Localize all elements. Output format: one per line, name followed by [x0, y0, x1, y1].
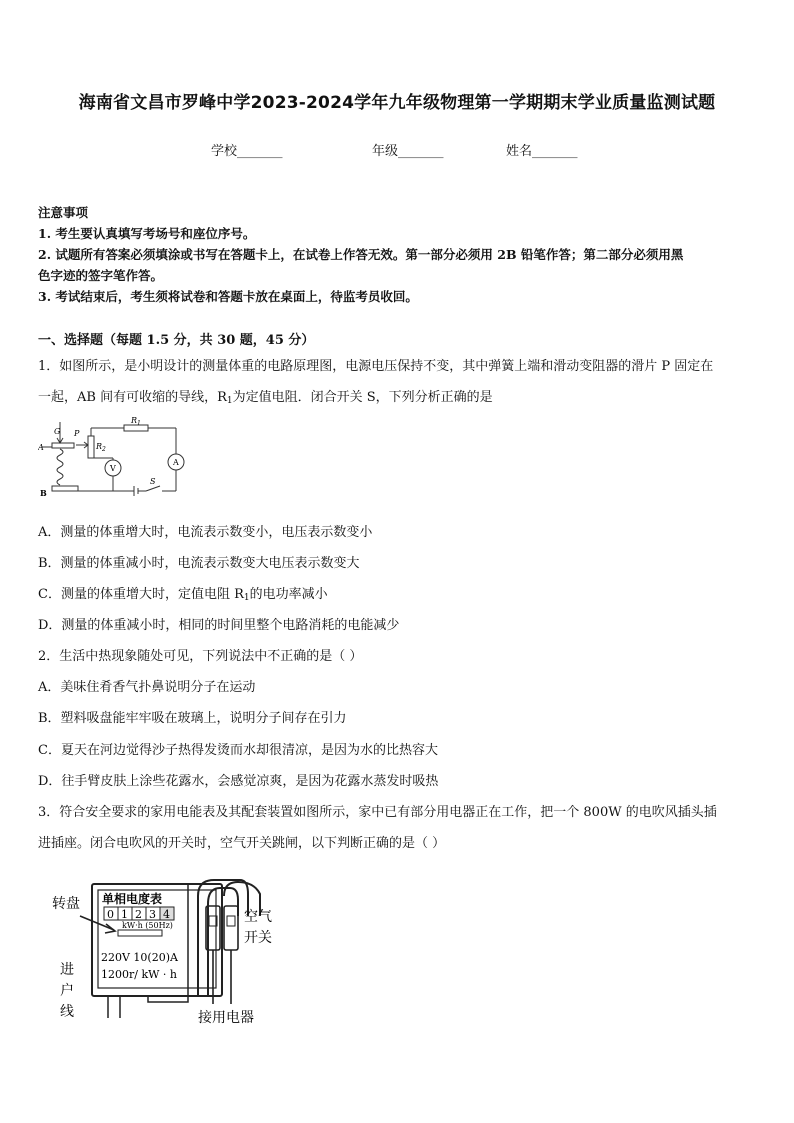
meter-digit: 4: [163, 908, 170, 921]
grade-field[interactable]: 年级_______: [372, 144, 444, 159]
label-B: B: [40, 488, 47, 498]
notice-heading: 注意事项: [38, 205, 89, 220]
school-field[interactable]: 学校_______: [211, 144, 283, 159]
q2-option-b[interactable]: B．塑料吸盘能牢牢吸在玻璃上，说明分子间存在引力: [38, 711, 347, 726]
q3-meter-figure: [48, 876, 278, 1030]
label-A: A: [38, 443, 44, 452]
notice-item: 色字迹的签字笔作答。: [38, 268, 164, 283]
q2-option-d[interactable]: D．往手臂皮肤上涂些花露水，会感觉凉爽，是因为花露水蒸发时吸热: [38, 774, 439, 789]
meter-digit: 1: [121, 908, 128, 921]
meter-digit: 2: [135, 908, 142, 921]
q1-option-d[interactable]: D．测量的体重减小时，相同的时间里整个电路消耗的电能减少: [38, 618, 400, 633]
label-R1: $R_1$: [131, 416, 141, 427]
section-heading: 一、选择题（每题 1.5 分，共 30 题，45 分）: [38, 333, 315, 348]
question-3-stem: 3．符合安全要求的家用电能表及其配套装置如图所示，家中已有部分用电器正在工作，把一个 800W 的电吹风插头插: [38, 805, 717, 820]
notice-item: 2. 试题所有答案必须填涂或书写在答题卡上，在试卷上作答无效。第一部分必须用 2B 铅笔作答；第二部分必须用黑: [38, 247, 684, 262]
meter-rating: 220V 10(20)A: [101, 951, 178, 964]
label-G: G: [54, 427, 61, 436]
question-3-stem-cont: 进插座。闭合电吹风的开关时，空气开关跳闸，以下判断正确的是（ ）: [38, 836, 446, 851]
meter-digit: 0: [107, 908, 114, 921]
meter-digit: 3: [149, 908, 156, 921]
appliance-label: 接用电器: [198, 1010, 254, 1026]
q1-option-a[interactable]: A．测量的体重增大时，电流表示数变小，电压表示数变小: [38, 525, 373, 540]
turntable-label: 转盘: [52, 896, 80, 912]
meter-unit: kW·h (50Hz): [122, 921, 173, 930]
exam-title: 海南省文昌市罗峰中学2023-2024学年九年级物理第一学期期末学业质量监测试题: [78, 93, 716, 113]
q1-circuit-diagram: [38, 416, 188, 502]
question-2-stem: 2．生活中热现象随处可见，下列说法中不正确的是（ ）: [38, 649, 363, 664]
q2-option-c[interactable]: C．夏天在河边觉得沙子热得发烫而水却很清凉，是因为水的比热容大: [38, 743, 438, 758]
question-1-stem: 1．如图所示，是小明设计的测量体重的电路原理图，电源电压保持不变，其中弹簧上端和滑动变阻器的滑片 P 固定在: [38, 359, 714, 374]
notice-item: 3. 考试结束后，考生须将试卷和答题卡放在桌面上，待监考员收回。: [38, 289, 418, 304]
meter-title: 单相电度表: [102, 892, 163, 906]
label-R2: $R_2$: [96, 442, 106, 453]
incoming-line-label: 线: [60, 1004, 74, 1020]
air-switch-label: 开关: [244, 930, 272, 946]
meter-constant: 1200r/ kW · h: [101, 968, 178, 981]
air-switch-label: 空气: [244, 909, 272, 925]
q2-option-a[interactable]: A．美味住肴香气扑鼻说明分子在运动: [38, 680, 256, 695]
name-field[interactable]: 姓名_______: [506, 144, 578, 159]
ammeter-label: A: [173, 458, 179, 467]
voltmeter-label: V: [110, 464, 116, 473]
notice-item: 1. 考生要认真填写考场号和座位序号。: [38, 226, 256, 241]
q1-option-b[interactable]: B．测量的体重减小时，电流表示数变大电压表示数变大: [38, 556, 360, 571]
switch-label: S: [150, 477, 156, 486]
question-1-stem-cont: 一起，AB 间有可收缩的导线，$R_1$为定值电阻．闭合开关 S，下列分析正确的是: [38, 390, 493, 406]
incoming-line-label: 户: [60, 983, 74, 999]
label-P: P: [74, 429, 80, 438]
q1-option-c[interactable]: C．测量的体重增大时，定值电阻 $R_1$的电功率减小: [38, 587, 328, 603]
incoming-line-label: 进: [60, 962, 74, 978]
